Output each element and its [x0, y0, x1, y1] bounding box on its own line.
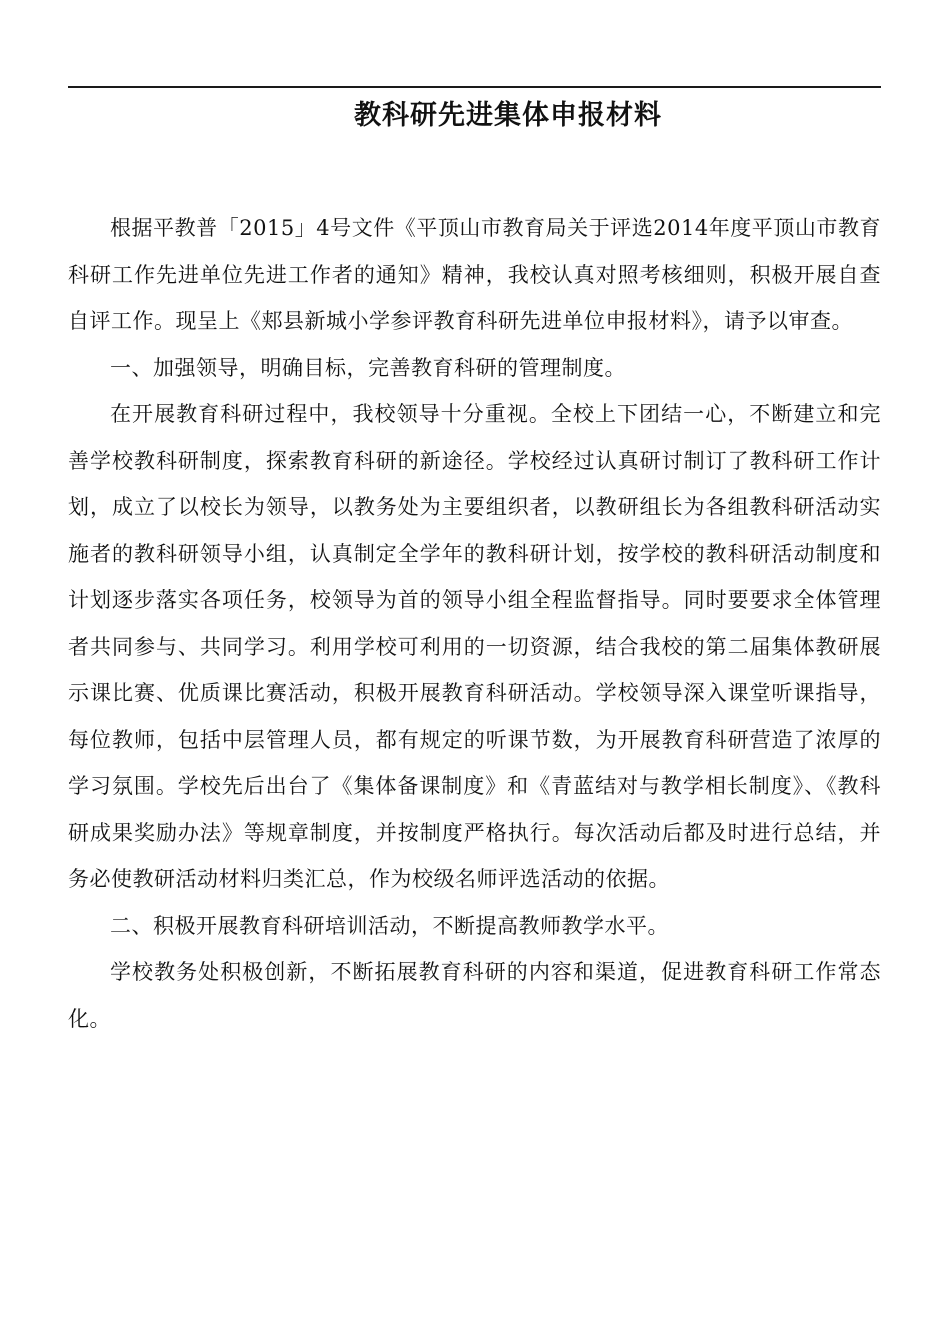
header-rule: [68, 86, 881, 88]
section-2-paragraph: 学校教务处积极创新，不断拓展教育科研的内容和渠道，促进教育科研工作常态化。: [68, 960, 881, 1031]
section-heading-1: 一、加强领导，明确目标，完善教育科研的管理制度。: [110, 355, 626, 380]
document-title: 教科研先进集体申报材料: [354, 100, 662, 131]
section-1-paragraph: 在开展教育科研过程中，我校领导十分重视。全校上下团结一心，不断建立和完善学校教科研制度，探索教育科研的新途径。学校经过认真研讨制订了教科研工作计划，成立了以校长为领导，以教务处为主要组织者，以教研组长为各组教科研活动实施者的教科研领导小组，认真制定全学年的教科研计划，按学校的教科研活动制度和计划逐步落实各项任务，校领导为首的领导小组全程监督指导。同时要要求全体管理者共同参与、共同学习。利用学校可利用的一切资源，结合我校的第二届集体教研展示课比赛、优质课比赛活动，积极开展教育科研活动。学校领导深入课堂听课指导，每位教师，包括中层管理人员，都有规定的听课节数，为开展教育科研营造了浓厚的学习氛围。学校先后出台了《集体备课制度》和《青蓝结对与教学相长制度》、《教科研成果奖励办法》等规章制度，并按制度严格执行。每次活动后都及时进行总结，并务必使教研活动材料归类汇总，作为校级名师评选活动的依据。: [68, 402, 881, 891]
section-heading-2: 二、积极开展教育科研培训活动，不断提高教师教学水平。: [110, 913, 669, 938]
intro-paragraph: 根据平教普「2015」4号文件《平顶山市教育局关于评选2014年度平顶山市教育科研工作先进单位先进工作者的通知》精神，我校认真对照考核细则，积极开展自查自评工作。现呈上《郏县新城小学参评教育科研先进单位申报材料》，请予以审查。: [68, 216, 881, 333]
document-body: [68, 205, 881, 1042]
